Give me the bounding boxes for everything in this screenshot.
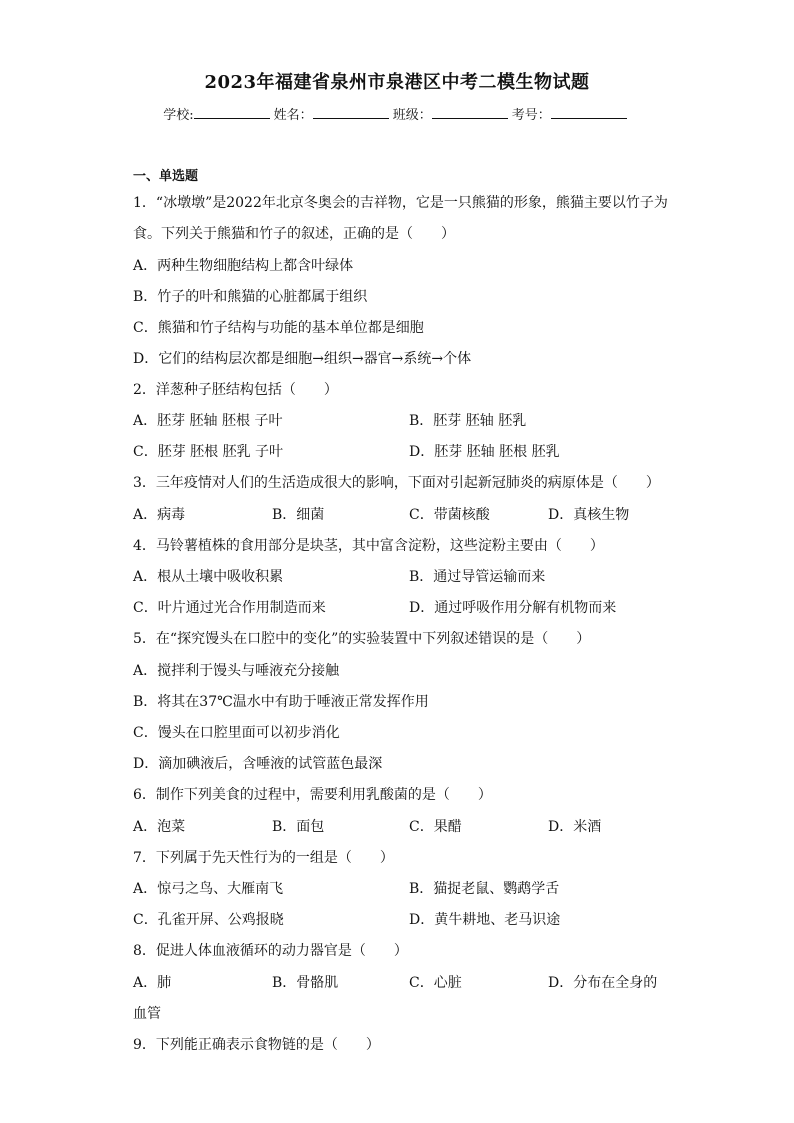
q1-stem-line2: 食。下列关于熊猫和竹子的叙述，正确的是（ ） xyxy=(133,226,455,242)
q5-option-c: C．馒头在口腔里面可以初步消化 xyxy=(133,725,340,741)
q2-option-a: A．胚芽 胚轴 胚根 子叶 xyxy=(133,413,283,429)
q3-option-c: C．带菌核酸 xyxy=(409,507,490,523)
q2-stem: 2．洋葱种子胚结构包括（ ） xyxy=(133,382,338,398)
page-title: 2023年福建省泉州市泉港区中考二模生物试题 xyxy=(204,72,590,93)
q8-option-d: D．分布在全身的 xyxy=(548,975,658,991)
q3-option-a: A．病毒 xyxy=(133,507,186,523)
q1-option-c: C．熊猫和竹子结构与功能的基本单位都是细胞 xyxy=(133,320,424,336)
name-label: 姓名： xyxy=(273,108,313,123)
q7-option-a: A．惊弓之鸟、大雁南飞 xyxy=(133,881,284,897)
q6-option-c: C．果醋 xyxy=(409,819,462,835)
q5-option-a: A．搅拌利于馒头与唾液充分接触 xyxy=(133,663,340,679)
q4-stem: 4．马铃薯植株的食用部分是块茎，其中富含淀粉，这些淀粉主要由（ ） xyxy=(133,538,604,554)
q5-option-d: D．滴加碘液后，含唾液的试管蓝色最深 xyxy=(133,756,383,772)
q1-stem-line1: 1．“冰墩墩”是2022年北京冬奥会的吉祥物，它是一只熊猫的形象，熊猫主要以竹子为 xyxy=(133,195,668,211)
q8-option-b: B．骨骼肌 xyxy=(272,975,339,991)
section-heading: 一、单选题 xyxy=(133,169,199,184)
q5-stem: 5．在“探究馒头在口腔中的变化”的实验装置中下列叙述错误的是（ ） xyxy=(133,631,591,647)
q2-option-c: C．胚芽 胚根 胚乳 子叶 xyxy=(133,444,284,460)
q8-option-c: C．心脏 xyxy=(409,975,462,991)
q2-option-b: B．胚芽 胚轴 胚乳 xyxy=(409,413,527,429)
q1-option-b: B．竹子的叶和熊猫的心脏都属于组织 xyxy=(133,289,368,305)
q4-option-d: D．通过呼吸作用分解有机物而来 xyxy=(409,600,617,616)
q7-stem: 7．下列属于先天性行为的一组是（ ） xyxy=(133,850,394,866)
q3-stem: 3．三年疫情对人们的生活造成很大的影响，下面对引起新冠肺炎的病原体是（ ） xyxy=(133,475,660,491)
school-label: 学校: xyxy=(163,108,194,123)
q3-option-d: D．真核生物 xyxy=(548,507,630,523)
exam-number-label: 考号： xyxy=(511,108,551,123)
exam-number-blank xyxy=(551,106,627,119)
student-info-line xyxy=(0,104,794,123)
q7-option-b: B．猫捉老鼠、鹦鹉学舌 xyxy=(409,881,560,897)
class-label: 班级： xyxy=(392,108,432,123)
q4-option-c: C．叶片通过光合作用制造而来 xyxy=(133,600,326,616)
q6-stem: 6．制作下列美食的过程中，需要利用乳酸菌的是（ ） xyxy=(133,787,492,803)
q7-option-d: D．黄牛耕地、老马识途 xyxy=(409,912,561,928)
q1-option-a: A．两种生物细胞结构上都含叶绿体 xyxy=(133,258,354,274)
q2-option-d: D．胚芽 胚轴 胚根 胚乳 xyxy=(409,444,560,460)
q8-option-a: A．肺 xyxy=(133,975,172,991)
q5-option-b: B．将其在37℃温水中有助于唾液正常发挥作用 xyxy=(133,694,429,710)
q3-option-b: B．细菌 xyxy=(272,507,325,523)
q8-option-d-continued: 血管 xyxy=(133,1006,161,1022)
q7-option-c: C．孔雀开屏、公鸡报晓 xyxy=(133,912,284,928)
q6-option-b: B．面包 xyxy=(272,819,325,835)
q1-option-d: D．它们的结构层次都是细胞→组织→器官→系统→个体 xyxy=(133,351,472,367)
q6-option-a: A．泡菜 xyxy=(133,819,186,835)
school-blank xyxy=(194,106,270,119)
q4-option-a: A．根从土壤中吸收积累 xyxy=(133,569,284,585)
name-blank xyxy=(313,106,389,119)
q9-stem: 9．下列能正确表示食物链的是（ ） xyxy=(133,1037,380,1053)
q6-option-d: D．米酒 xyxy=(548,819,602,835)
q4-option-b: B．通过导管运输而来 xyxy=(409,569,546,585)
class-blank xyxy=(432,106,508,119)
q8-stem: 8．促进人体血液循环的动力器官是（ ） xyxy=(133,943,408,959)
